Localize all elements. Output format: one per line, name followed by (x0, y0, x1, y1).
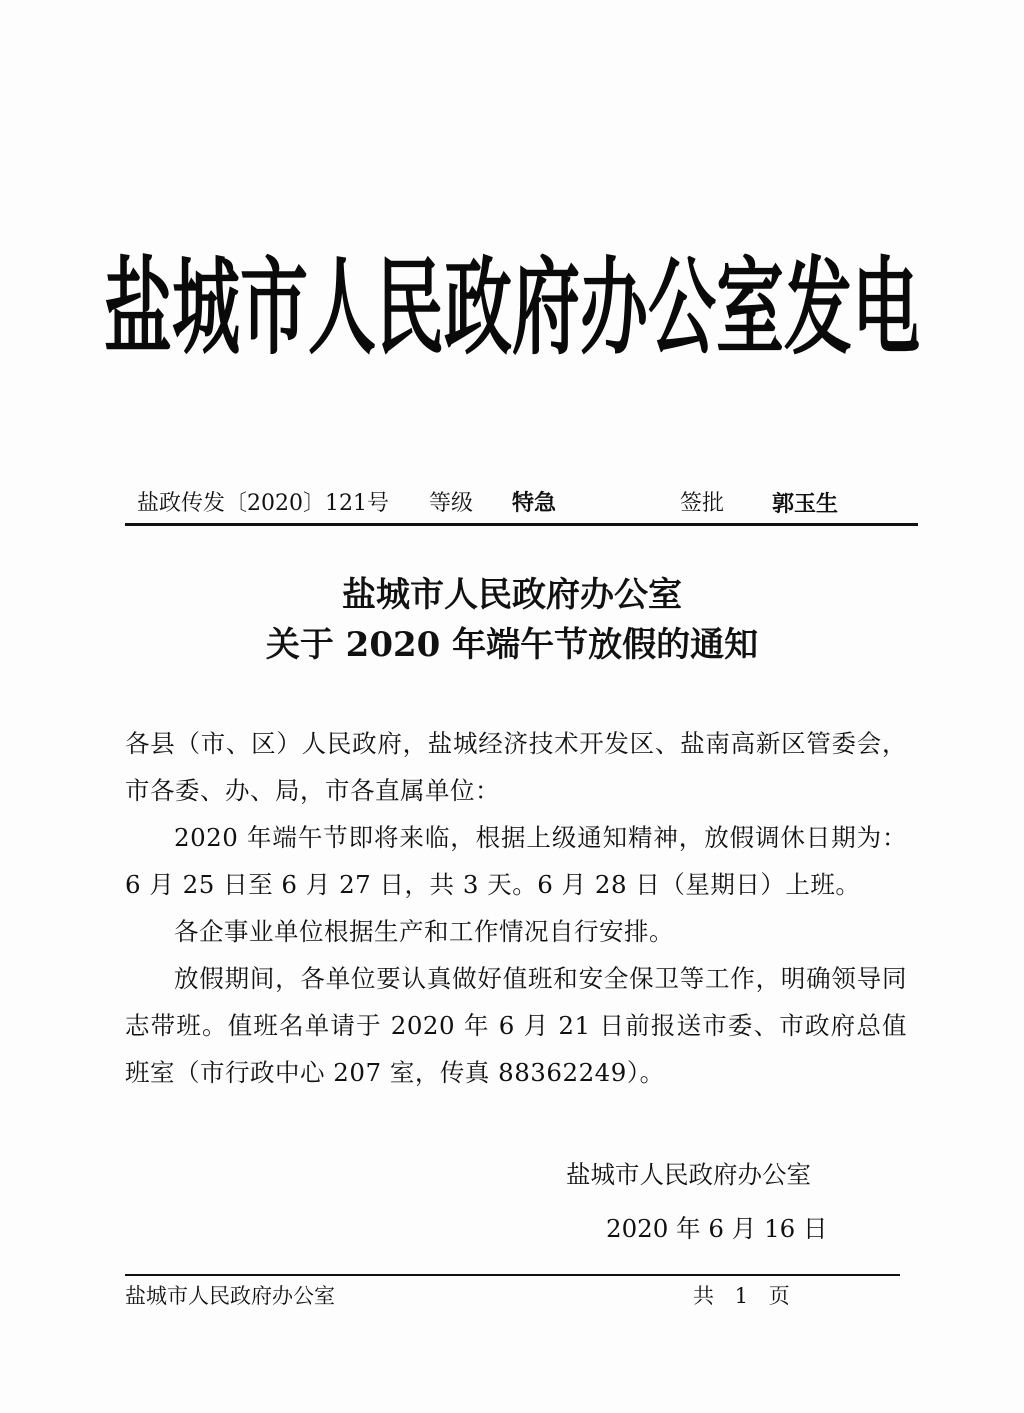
document-title (0, 570, 1024, 670)
page-footer (125, 1278, 900, 1314)
addressees-paragraph: 各县（市、区）人民政府，盐城经济技术开发区、盐南高新区管委会，市各委、办、局，市各直属单位： (125, 729, 907, 805)
urgency-level-value: 特急 (512, 491, 557, 516)
document-title-line-1: 盐城市人民政府办公室 (342, 575, 682, 615)
footer-org: 盐城市人民政府办公室 (125, 1284, 335, 1308)
approver-name: 郭玉生 (772, 491, 839, 517)
masthead (0, 235, 1024, 385)
approver-label: 签批 (680, 491, 725, 516)
urgency-level-label: 等级 (429, 491, 474, 516)
signature-block (566, 1148, 828, 1256)
document-body (125, 720, 907, 1096)
signature-date: 2020 年 6 月 16 日 (606, 1214, 828, 1243)
enterprise-arrangement-paragraph: 各企事业单位根据生产和工作情况自行安排。 (174, 917, 674, 946)
document-title-line-2: 关于 2020 年端午节放假的通知 (265, 625, 759, 665)
duty-arrangement-paragraph: 放假期间，各单位要认真做好值班和安全保卫等工作，明确领导同志带班。值班名单请于 2020 年 6 月 21 日前报送市委、市政府总值班室（市行政中心 207 室，传真 88362249）。 (125, 964, 907, 1087)
page-count: 共 1 页 (693, 1284, 790, 1308)
signature-org: 盐城市人民政府办公室 (566, 1160, 811, 1189)
footer-divider (125, 1274, 900, 1276)
document-number: 盐政传发〔2020〕121号 (137, 491, 389, 516)
document-meta-line (137, 484, 917, 524)
header-divider (125, 523, 918, 526)
holiday-schedule-paragraph: 2020 年端午节即将来临，根据上级通知精神，放假调休日期为：6 月 25 日至 6 月 27 日，共 3 天。6 月 28 日（星期日）上班。 (125, 823, 907, 899)
masthead-title: 盐城市人民政府办公室发电 (103, 248, 920, 371)
